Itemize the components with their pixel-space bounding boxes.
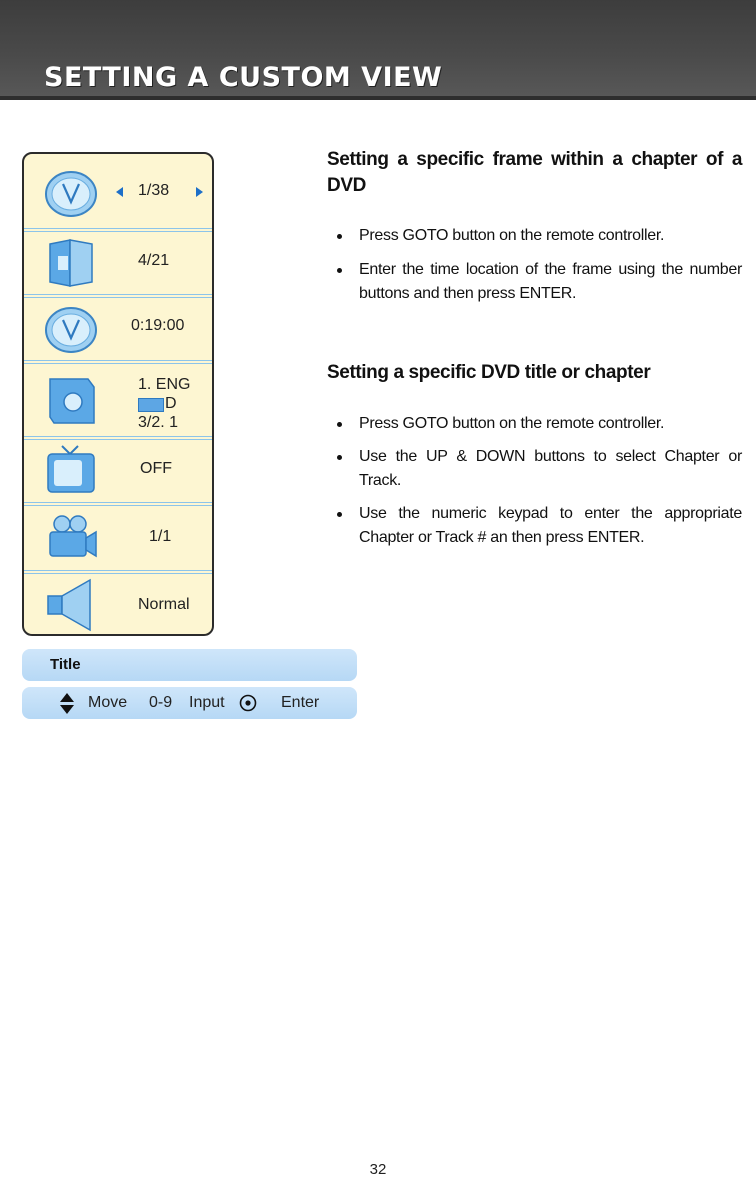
header-strip — [0, 96, 756, 100]
section-heading: Setting a specific frame within a chapter of a DVD — [327, 149, 742, 196]
book-icon — [44, 236, 98, 290]
osd-value: OFF — [140, 460, 172, 477]
page-title: SETTING A CUSTOM VIEW — [44, 62, 443, 93]
osd-row-sound[interactable] — [24, 574, 212, 636]
bullet-list — [330, 224, 742, 306]
osd-value: 1/1 — [149, 528, 172, 545]
bullet-dot — [337, 422, 342, 427]
clock-disc-icon — [44, 302, 98, 356]
bullet-dot — [337, 512, 342, 517]
section-heading: Setting a specific DVD title or chapter — [327, 362, 651, 383]
help-input-label: Input — [189, 694, 225, 711]
osd-value: Normal — [138, 596, 190, 613]
bullet-dot — [337, 268, 342, 273]
chevron-right-icon[interactable] — [196, 187, 203, 197]
bullet-text: Use the numeric keypad to enter the appropriate Chapter or Track # an then press ENTER. — [359, 505, 742, 546]
osd-row-time[interactable] — [24, 298, 212, 360]
tv-icon — [44, 442, 98, 496]
osd-row-angle[interactable] — [24, 506, 212, 570]
camera-icon — [44, 510, 98, 564]
osd-value: 3/2. 1 — [138, 414, 179, 431]
osd-row-title[interactable] — [24, 154, 212, 228]
bullet-list — [330, 412, 742, 550]
osd-value: 1. ENG — [138, 376, 191, 393]
list-item — [330, 224, 742, 248]
bullet-text: Press GOTO button on the remote controller. — [359, 415, 665, 432]
list-item — [330, 502, 742, 550]
help-enter-label: Enter — [281, 694, 320, 711]
enter-icon — [239, 694, 257, 712]
up-down-arrows-icon — [60, 693, 74, 714]
chevron-left-icon[interactable] — [116, 187, 123, 197]
bullet-text: Press GOTO button on the remote controller. — [359, 227, 665, 244]
osd-value: 4/21 — [138, 252, 170, 269]
page-header — [0, 0, 756, 100]
title-bar-label: Title — [50, 656, 81, 673]
osd-value: 0:19:00 — [131, 317, 185, 334]
osd-row-chapter[interactable] — [24, 232, 212, 294]
bullet-dot — [337, 234, 342, 239]
bullet-text: Use the UP & DOWN buttons to select Chapter or Track. — [359, 448, 742, 489]
list-item — [330, 445, 742, 493]
disc-icon — [44, 166, 98, 220]
title-bar — [22, 649, 357, 681]
bullet-text: Enter the time location of the frame using the number buttons and then press ENTER. — [359, 261, 742, 302]
help-range-label: 0-9 — [149, 694, 173, 711]
list-item — [330, 412, 742, 436]
help-bar — [22, 687, 357, 719]
osd-row-audio[interactable] — [24, 364, 212, 436]
audio-format-icon — [138, 398, 164, 412]
help-move-label: Move — [88, 694, 128, 711]
osd-value: D — [165, 395, 177, 412]
speaker-icon — [44, 373, 98, 427]
osd-row-subtitle[interactable] — [24, 440, 212, 502]
osd-panel — [22, 152, 214, 636]
bullet-dot — [337, 455, 342, 460]
page-number: 32 — [369, 1161, 387, 1178]
list-item — [330, 258, 742, 306]
speaker-cone-icon — [44, 578, 98, 632]
osd-value: 1/38 — [138, 182, 170, 199]
